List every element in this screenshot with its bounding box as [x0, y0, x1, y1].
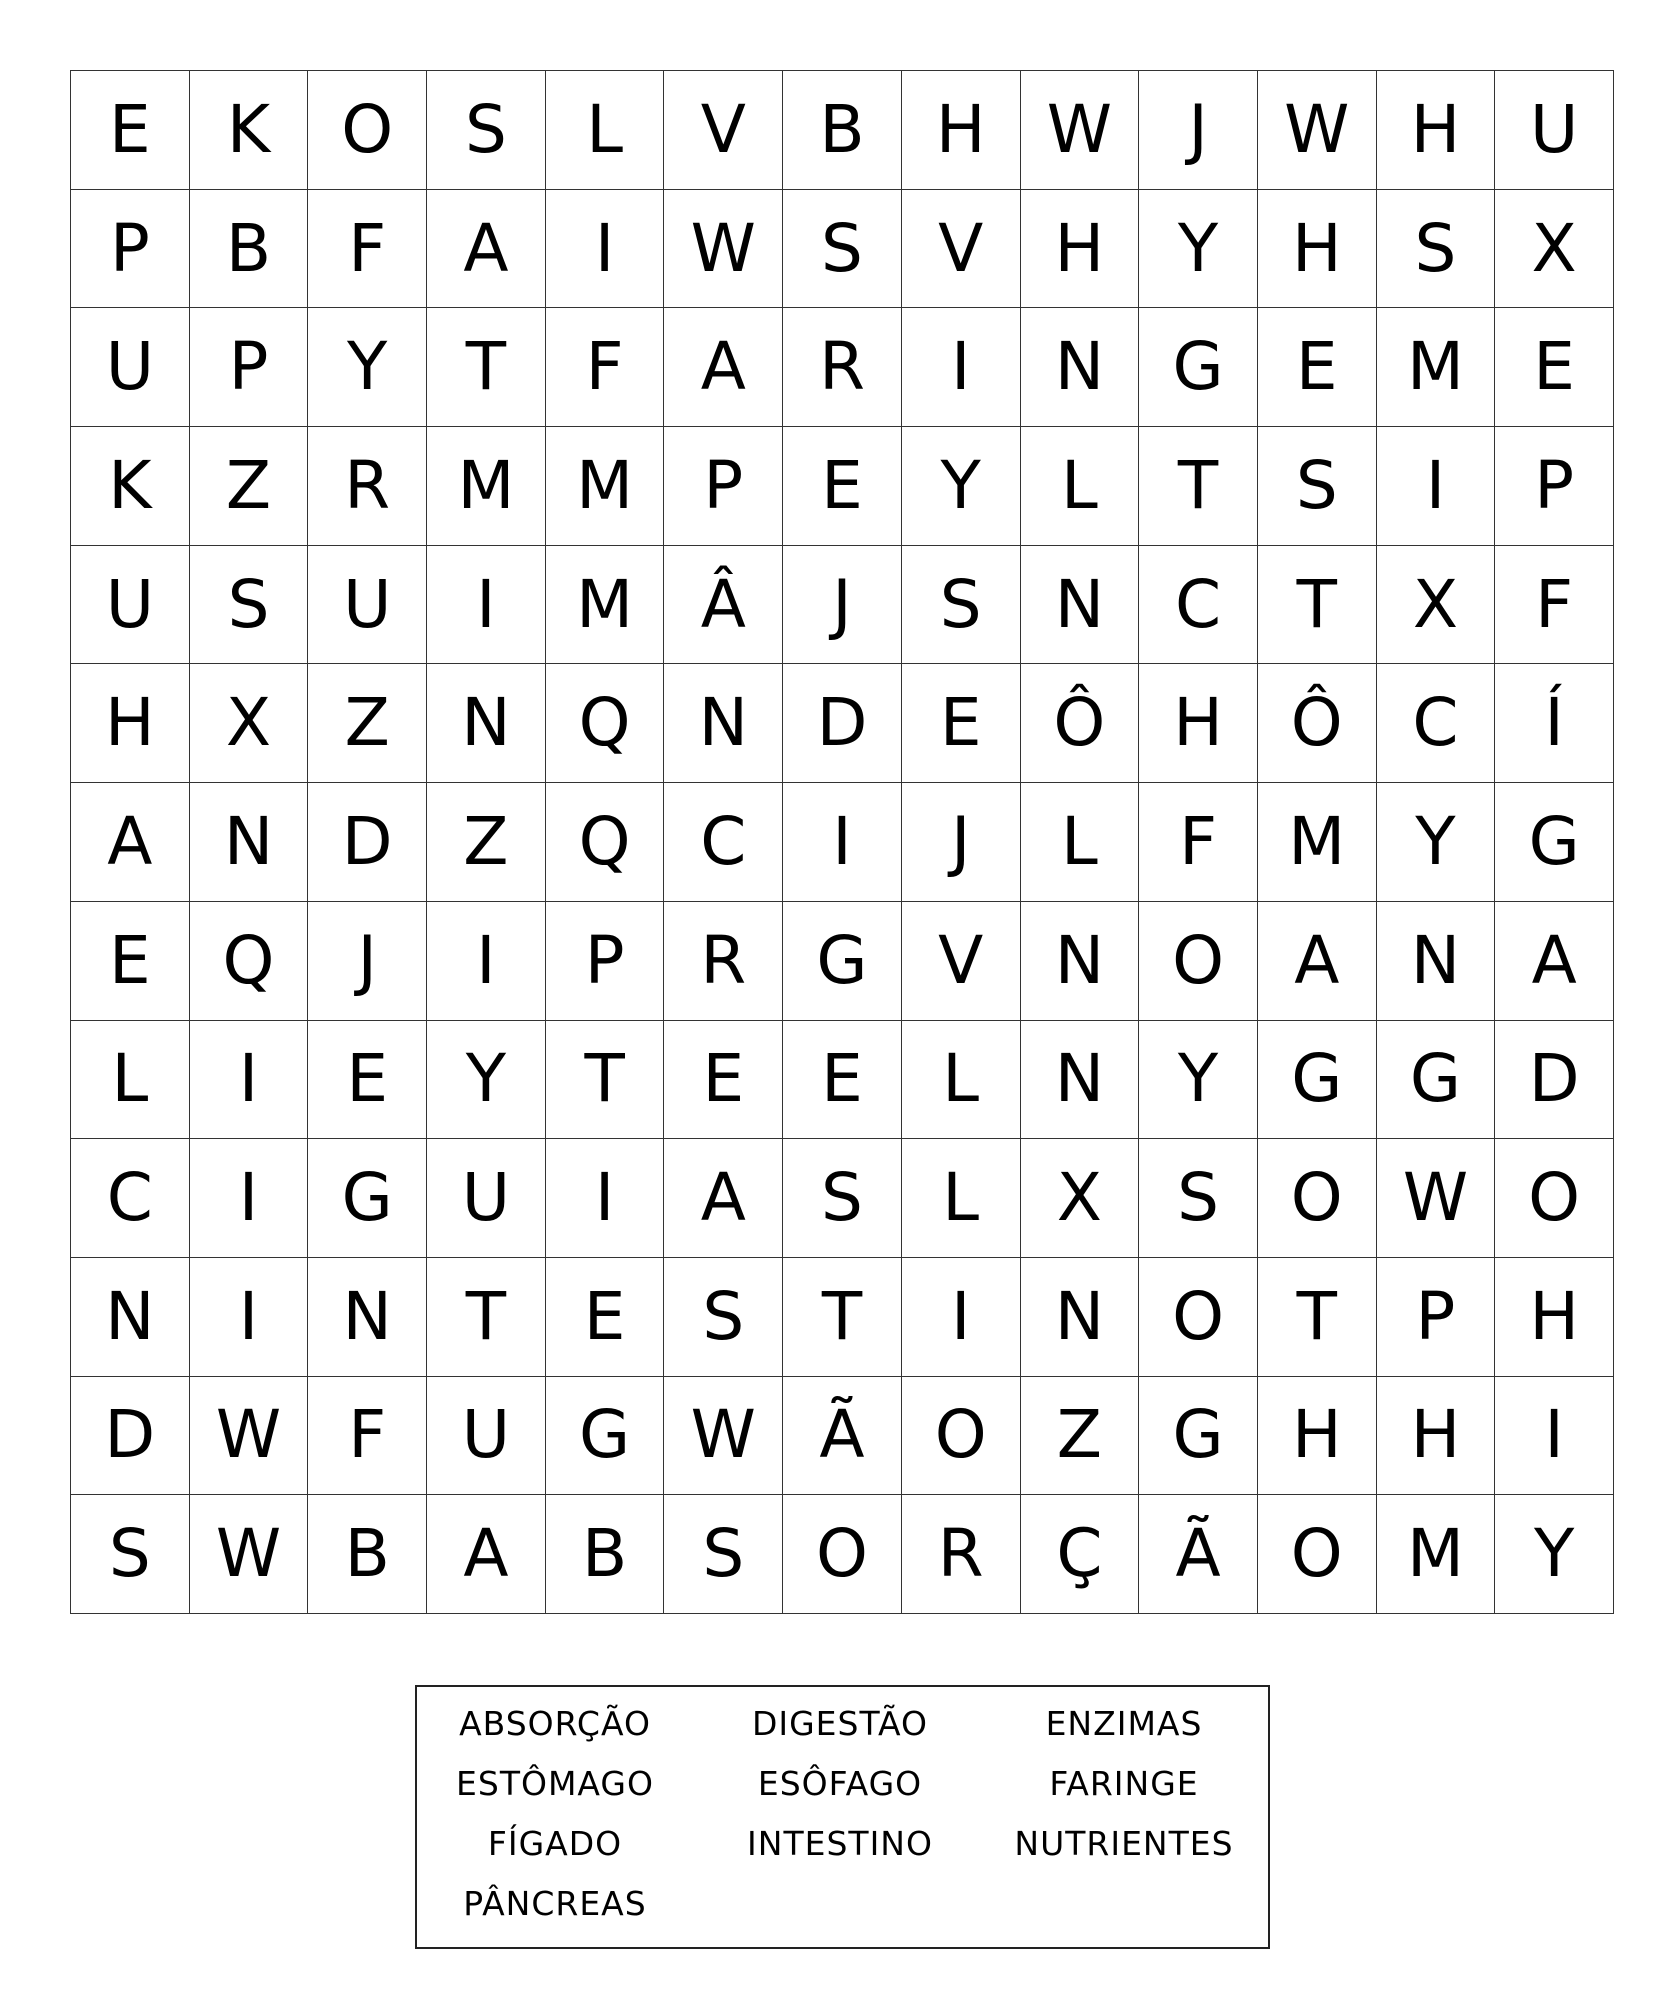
grid-cell[interactable]: I	[190, 1139, 309, 1258]
grid-cell[interactable]: H	[1377, 1377, 1496, 1496]
grid-cell[interactable]: Y	[1139, 1021, 1258, 1140]
grid-cell[interactable]: D	[783, 664, 902, 783]
grid-cell[interactable]: F	[308, 190, 427, 309]
grid-cell[interactable]: H	[1258, 190, 1377, 309]
grid-cell[interactable]: Y	[902, 427, 1021, 546]
grid-cell[interactable]: G	[546, 1377, 665, 1496]
grid-cell[interactable]: S	[783, 1139, 902, 1258]
grid-cell[interactable]: H	[1139, 664, 1258, 783]
grid-cell[interactable]: Y	[308, 308, 427, 427]
grid-cell[interactable]: W	[1377, 1139, 1496, 1258]
grid-cell[interactable]: B	[783, 71, 902, 190]
grid-cell[interactable]: F	[1139, 783, 1258, 902]
grid-cell[interactable]: A	[1495, 902, 1614, 1021]
grid-cell[interactable]: V	[902, 190, 1021, 309]
grid-cell[interactable]: D	[308, 783, 427, 902]
word-bank-item: FARINGE	[1049, 1764, 1199, 1803]
grid-cell[interactable]: S	[1377, 190, 1496, 309]
grid-cell[interactable]: A	[664, 1139, 783, 1258]
grid-cell[interactable]: V	[902, 902, 1021, 1021]
grid-cell[interactable]: N	[71, 1258, 190, 1377]
grid-cell[interactable]: Â	[664, 546, 783, 665]
grid-cell[interactable]: S	[427, 71, 546, 190]
grid-cell[interactable]: S	[71, 1495, 190, 1614]
grid-cell[interactable]: B	[308, 1495, 427, 1614]
grid-cell[interactable]: U	[1495, 71, 1614, 190]
grid-cell[interactable]: I	[902, 308, 1021, 427]
grid-cell[interactable]: L	[902, 1021, 1021, 1140]
grid-cell[interactable]: U	[308, 546, 427, 665]
grid-cell[interactable]: L	[902, 1139, 1021, 1258]
grid-cell[interactable]: M	[427, 427, 546, 546]
grid-cell[interactable]: Z	[190, 427, 309, 546]
grid-cell[interactable]: F	[1495, 546, 1614, 665]
grid-cell[interactable]: E	[783, 1021, 902, 1140]
grid-cell[interactable]: I	[546, 1139, 665, 1258]
grid-cell[interactable]: X	[190, 664, 309, 783]
grid-cell[interactable]: T	[546, 1021, 665, 1140]
grid-cell[interactable]: P	[71, 190, 190, 309]
grid-cell[interactable]: W	[664, 1377, 783, 1496]
grid-cell[interactable]: R	[783, 308, 902, 427]
grid-cell[interactable]: P	[664, 427, 783, 546]
grid-cell[interactable]: E	[71, 71, 190, 190]
grid-cell[interactable]: J	[1139, 71, 1258, 190]
grid-cell[interactable]: L	[546, 71, 665, 190]
grid-cell[interactable]: P	[546, 902, 665, 1021]
grid-cell[interactable]: L	[1021, 427, 1140, 546]
grid-cell[interactable]: T	[783, 1258, 902, 1377]
word-bank-item: INTESTINO	[747, 1824, 933, 1863]
grid-cell[interactable]: Ô	[1258, 664, 1377, 783]
grid-cell[interactable]: B	[546, 1495, 665, 1614]
grid-cell[interactable]: E	[1258, 308, 1377, 427]
grid-cell[interactable]: U	[71, 546, 190, 665]
grid-cell[interactable]: T	[1258, 546, 1377, 665]
grid-cell[interactable]: F	[308, 1377, 427, 1496]
grid-cell[interactable]: I	[783, 783, 902, 902]
word-bank-item: ESTÔMAGO	[456, 1764, 654, 1803]
grid-cell[interactable]: U	[427, 1139, 546, 1258]
grid-cell[interactable]: K	[190, 71, 309, 190]
grid-cell[interactable]: J	[308, 902, 427, 1021]
grid-cell[interactable]: W	[664, 190, 783, 309]
word-search-grid	[70, 70, 1614, 1614]
grid-cell[interactable]: F	[546, 308, 665, 427]
grid-cell[interactable]: X	[1377, 546, 1496, 665]
grid-cell[interactable]: E	[308, 1021, 427, 1140]
grid-cell[interactable]: I	[902, 1258, 1021, 1377]
grid-cell[interactable]: N	[1021, 546, 1140, 665]
grid-cell[interactable]: G	[1495, 783, 1614, 902]
grid-cell[interactable]: Y	[1495, 1495, 1614, 1614]
grid-cell[interactable]: N	[1021, 1258, 1140, 1377]
grid-cell[interactable]: N	[1021, 902, 1140, 1021]
grid-cell[interactable]: W	[190, 1495, 309, 1614]
grid-cell[interactable]: N	[1377, 902, 1496, 1021]
grid-cell[interactable]: P	[1495, 427, 1614, 546]
grid-cell[interactable]: D	[71, 1377, 190, 1496]
word-bank-item: DIGESTÃO	[751, 1704, 929, 1743]
grid-cell[interactable]: H	[1258, 1377, 1377, 1496]
grid-cell[interactable]: T	[1258, 1258, 1377, 1377]
word-bank-item: NUTRIENTES	[1014, 1824, 1234, 1863]
grid-cell[interactable]: A	[427, 190, 546, 309]
grid-cell[interactable]: X	[1495, 190, 1614, 309]
grid-cell[interactable]: W	[1258, 71, 1377, 190]
grid-cell[interactable]: Í	[1495, 664, 1614, 783]
grid-cell[interactable]: O	[1258, 1495, 1377, 1614]
grid-cell[interactable]: T	[427, 1258, 546, 1377]
grid-cell[interactable]: W	[190, 1377, 309, 1496]
grid-cell[interactable]: X	[1021, 1139, 1140, 1258]
grid-cell[interactable]: A	[71, 783, 190, 902]
grid-cell[interactable]: E	[664, 1021, 783, 1140]
grid-cell[interactable]: O	[1139, 1258, 1258, 1377]
grid-cell[interactable]: R	[902, 1495, 1021, 1614]
grid-cell[interactable]: Y	[1377, 783, 1496, 902]
word-bank-item: ENZIMAS	[1045, 1704, 1203, 1743]
grid-cell[interactable]: A	[427, 1495, 546, 1614]
grid-cell[interactable]: L	[1021, 783, 1140, 902]
grid-cell[interactable]: O	[1139, 902, 1258, 1021]
grid-cell[interactable]: J	[783, 546, 902, 665]
grid-cell[interactable]: A	[664, 308, 783, 427]
grid-cell[interactable]: V	[664, 71, 783, 190]
grid-cell[interactable]: T	[1139, 427, 1258, 546]
grid-cell[interactable]: Z	[1021, 1377, 1140, 1496]
grid-cell[interactable]: G	[1139, 1377, 1258, 1496]
grid-cell[interactable]: O	[1258, 1139, 1377, 1258]
grid-cell[interactable]: N	[1021, 308, 1140, 427]
grid-cell[interactable]: G	[783, 902, 902, 1021]
grid-cell[interactable]: L	[71, 1021, 190, 1140]
grid-cell[interactable]: G	[1377, 1021, 1496, 1140]
word-bank	[415, 1685, 1270, 1949]
grid-cell[interactable]: O	[308, 71, 427, 190]
word-bank-item: PÂNCREAS	[463, 1884, 647, 1923]
grid-cell[interactable]: E	[546, 1258, 665, 1377]
grid-cell[interactable]: Z	[308, 664, 427, 783]
grid-cell[interactable]: U	[427, 1377, 546, 1496]
grid-cell[interactable]: N	[664, 664, 783, 783]
grid-cell[interactable]: C	[71, 1139, 190, 1258]
grid-cell[interactable]: H	[1021, 190, 1140, 309]
grid-cell[interactable]: M	[1258, 783, 1377, 902]
grid-cell[interactable]: C	[1377, 664, 1496, 783]
grid-cell[interactable]: Ô	[1021, 664, 1140, 783]
grid-cell[interactable]: Ç	[1021, 1495, 1140, 1614]
grid-cell[interactable]: O	[783, 1495, 902, 1614]
grid-cell[interactable]: G	[1258, 1021, 1377, 1140]
grid-cell[interactable]: I	[546, 190, 665, 309]
grid-cell[interactable]: O	[902, 1377, 1021, 1496]
grid-cell[interactable]: Q	[546, 664, 665, 783]
grid-cell[interactable]: I	[1377, 427, 1496, 546]
grid-cell[interactable]: S	[1139, 1139, 1258, 1258]
grid-cell[interactable]: K	[71, 427, 190, 546]
grid-cell[interactable]: M	[1377, 308, 1496, 427]
grid-cell[interactable]: B	[190, 190, 309, 309]
grid-cell[interactable]: S	[902, 546, 1021, 665]
grid-cell[interactable]: H	[1377, 71, 1496, 190]
grid-cell[interactable]: R	[308, 427, 427, 546]
grid-cell[interactable]: M	[546, 546, 665, 665]
grid-cell[interactable]: T	[427, 308, 546, 427]
grid-cell[interactable]: H	[902, 71, 1021, 190]
grid-cell[interactable]: Q	[190, 902, 309, 1021]
grid-cell[interactable]: I	[427, 546, 546, 665]
grid-cell[interactable]: S	[664, 1495, 783, 1614]
grid-cell[interactable]: Ã	[783, 1377, 902, 1496]
grid-cell[interactable]: E	[1495, 308, 1614, 427]
grid-cell[interactable]: Ã	[1139, 1495, 1258, 1614]
word-bank-item: ESÔFAGO	[757, 1764, 923, 1803]
grid-cell[interactable]: S	[1258, 427, 1377, 546]
grid-cell[interactable]: I	[1495, 1377, 1614, 1496]
word-bank-item: ABSORÇÃO	[459, 1704, 651, 1743]
grid-cell[interactable]: E	[783, 427, 902, 546]
word-bank-item: FÍGADO	[487, 1824, 623, 1863]
grid-cell[interactable]: S	[190, 546, 309, 665]
grid-cell[interactable]: U	[71, 308, 190, 427]
grid-cell[interactable]: M	[1377, 1495, 1496, 1614]
grid-cell[interactable]: R	[664, 902, 783, 1021]
grid-cell[interactable]: I	[190, 1258, 309, 1377]
grid-cell[interactable]: Z	[427, 783, 546, 902]
grid-cell[interactable]: M	[546, 427, 665, 546]
grid-cell[interactable]: C	[1139, 546, 1258, 665]
grid-cell[interactable]: D	[1495, 1021, 1614, 1140]
grid-cell[interactable]: I	[427, 902, 546, 1021]
grid-cell[interactable]: S	[664, 1258, 783, 1377]
grid-cell[interactable]: E	[71, 902, 190, 1021]
grid-cell[interactable]: G	[1139, 308, 1258, 427]
grid-cell[interactable]: Y	[427, 1021, 546, 1140]
grid-cell[interactable]: N	[190, 783, 309, 902]
grid-cell[interactable]: H	[71, 664, 190, 783]
grid-cell[interactable]: N	[427, 664, 546, 783]
grid-cell[interactable]: I	[190, 1021, 309, 1140]
grid-cell[interactable]: J	[902, 783, 1021, 902]
grid-cell[interactable]: Y	[1139, 190, 1258, 309]
grid-cell[interactable]: O	[1495, 1139, 1614, 1258]
grid-cell[interactable]: S	[783, 190, 902, 309]
grid-cell[interactable]: W	[1021, 71, 1140, 190]
grid-cell[interactable]: G	[308, 1139, 427, 1258]
grid-cell[interactable]: P	[190, 308, 309, 427]
grid-cell[interactable]: Q	[546, 783, 665, 902]
grid-cell[interactable]: P	[1377, 1258, 1496, 1377]
grid-cell[interactable]: N	[308, 1258, 427, 1377]
grid-cell[interactable]: C	[664, 783, 783, 902]
grid-cell[interactable]: N	[1021, 1021, 1140, 1140]
grid-cell[interactable]: E	[902, 664, 1021, 783]
grid-cell[interactable]: A	[1258, 902, 1377, 1021]
grid-cell[interactable]: H	[1495, 1258, 1614, 1377]
